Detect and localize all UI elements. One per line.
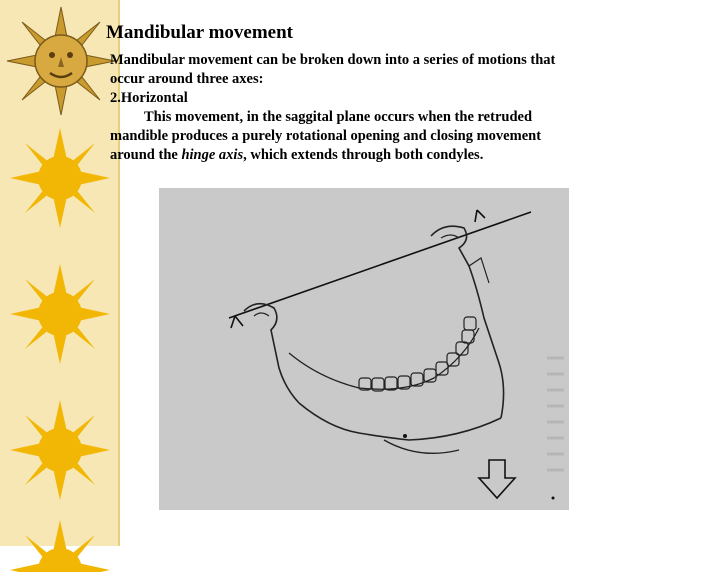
sun-face-icon [5, 5, 117, 117]
mandible-figure [159, 188, 569, 510]
sun-icon [10, 520, 110, 572]
slide-title: Mandibular movement [106, 22, 294, 43]
body-line: mandible produces a purely rotational opening and closing movement [110, 128, 542, 144]
decorative-sidebar [0, 0, 118, 546]
text-prefix: around the [110, 147, 182, 163]
body-line: 2.Horizontal [110, 90, 188, 106]
mandible-hinge-axis-icon [159, 188, 569, 510]
sun-icon [10, 128, 110, 228]
hinge-axis-term: hinge axis [181, 147, 244, 163]
body-line: Mandibular movement can be broken down into a series of motions that [110, 52, 556, 68]
slide-body [110, 51, 710, 165]
sun-icon [10, 264, 110, 364]
text-suffix: , which extends through both condyles. [243, 147, 484, 163]
body-line: occur around three axes: [110, 71, 264, 87]
body-line: This movement, in the saggital plane occurs when the retruded [144, 109, 533, 125]
body-line-hinge [110, 146, 710, 165]
sun-icon [10, 400, 110, 500]
